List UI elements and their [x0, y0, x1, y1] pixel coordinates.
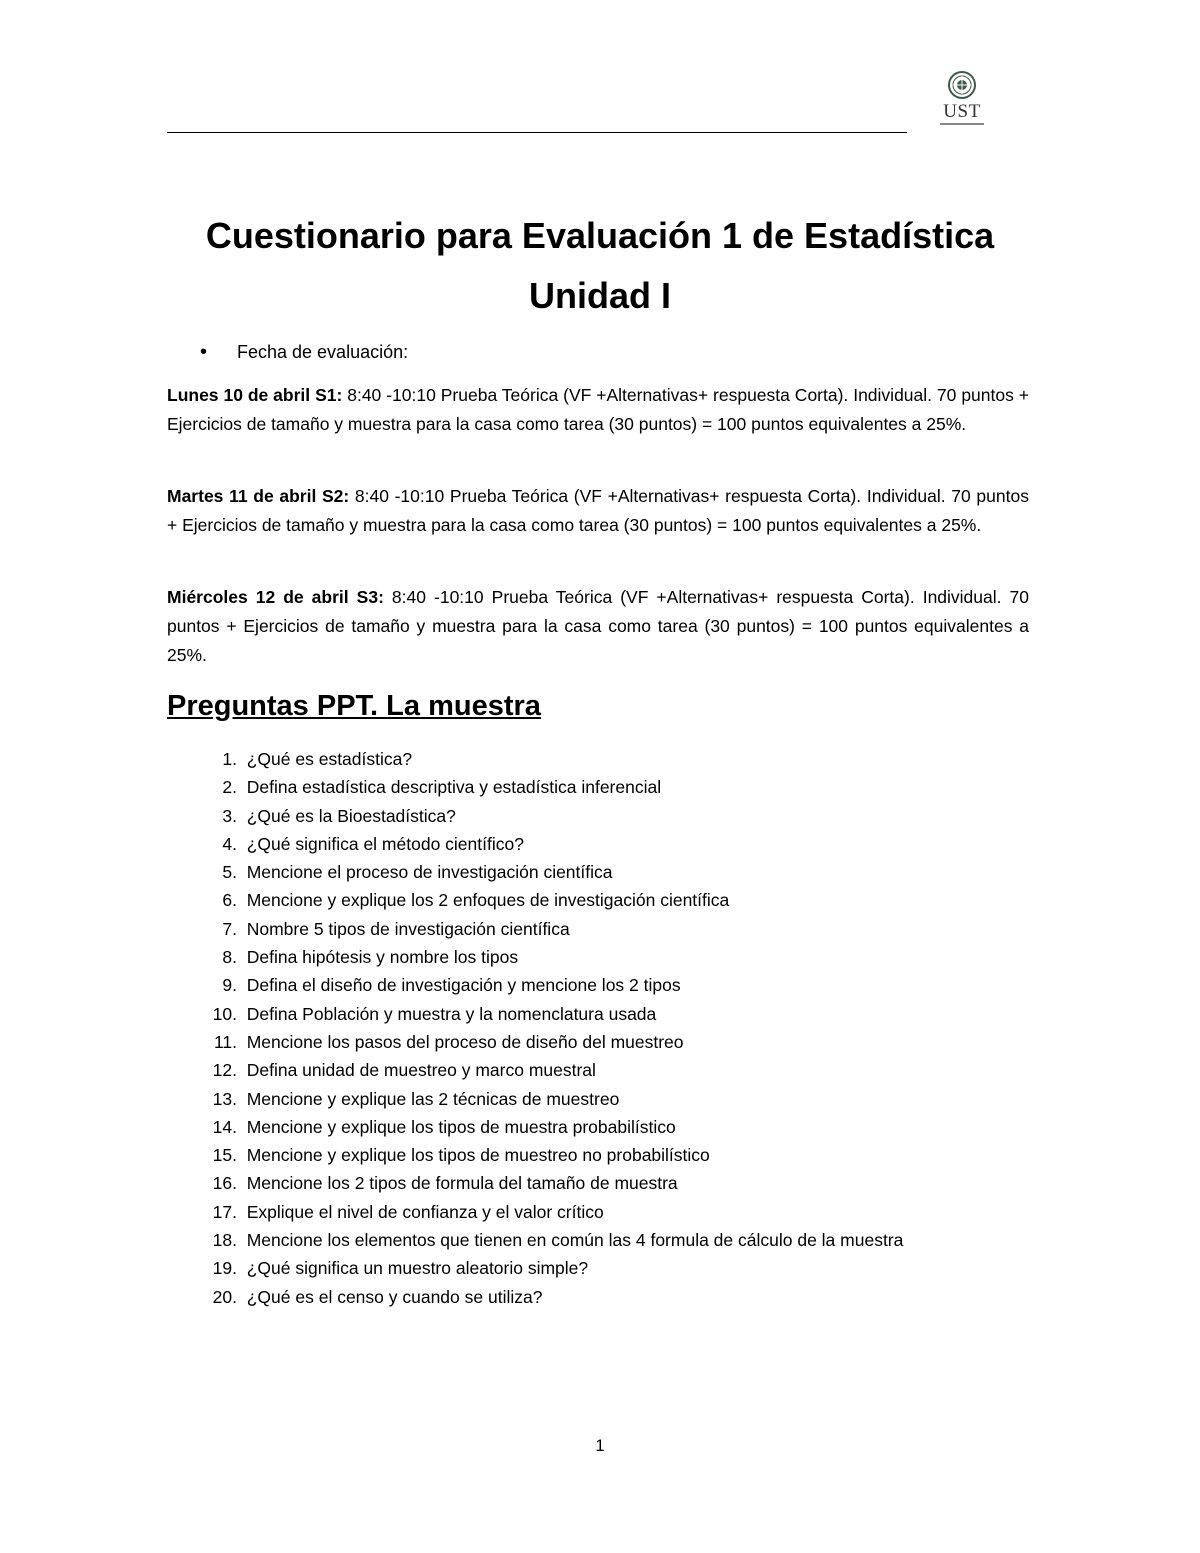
list-item	[167, 745, 1029, 773]
list-item	[167, 943, 1029, 971]
session-label: Miércoles 12 de abril S3:	[167, 587, 384, 607]
question-text: ¿Qué es la Bioestadística?	[246, 805, 456, 826]
question-text: Mencione y explique los tipos de muestreo no probabilístico	[246, 1145, 710, 1166]
question-number: 10.	[212, 1003, 237, 1024]
question-text: ¿Qué significa el método científico?	[246, 833, 524, 854]
list-item	[167, 1000, 1029, 1028]
list-item	[167, 773, 1029, 801]
question-number: 9.	[222, 975, 237, 996]
list-item	[167, 1226, 1029, 1254]
list-item	[167, 1169, 1029, 1197]
question-number: 1.	[222, 749, 237, 769]
session-paragraph	[167, 381, 1029, 439]
question-text: Mencione los pasos del proceso de diseño del muestreo	[246, 1031, 684, 1052]
question-number: 8.	[222, 947, 237, 968]
question-list	[167, 745, 1029, 1311]
question-number: 17.	[212, 1201, 237, 1222]
question-number: 18.	[212, 1230, 237, 1251]
session-text: 8:40 -10:10 Prueba Teórica (VF +Alternativas+ respuesta Corta). Individual. 70 puntos + Ejercicios de tamaño y muestra para la casa como tarea (30 puntos) = 100 puntos equivalentes a 25%.	[167, 385, 1030, 434]
list-item	[167, 802, 1029, 830]
question-text: Defina Población y muestra y la nomenclatura usada	[246, 1003, 657, 1024]
question-text: Nombre 5 tipos de investigación científica	[246, 918, 570, 939]
list-item	[167, 1283, 1029, 1311]
list-item	[167, 1254, 1029, 1282]
question-number: 16.	[212, 1173, 237, 1194]
question-text: ¿Qué es estadística?	[246, 749, 413, 769]
list-item	[167, 1056, 1029, 1084]
list-item	[167, 1028, 1029, 1056]
question-number: 15.	[212, 1145, 237, 1166]
header-rule	[167, 132, 907, 133]
question-text: ¿Qué es el censo y cuando se utiliza?	[246, 1286, 543, 1307]
bullet-item	[200, 340, 408, 364]
seal-icon	[947, 70, 977, 100]
session-paragraph	[167, 482, 1029, 540]
question-number: 13.	[212, 1088, 237, 1109]
question-text: Defina estadística descriptiva y estadística inferencial	[246, 777, 662, 798]
question-number: 3.	[222, 805, 237, 826]
question-number: 4.	[222, 833, 237, 854]
question-number: 20.	[212, 1286, 237, 1307]
logo-underline	[940, 123, 984, 125]
list-item	[167, 830, 1029, 858]
bullet-icon: •	[200, 341, 208, 363]
question-text: Mencione y explique los tipos de muestra probabilístico	[246, 1116, 676, 1137]
question-number: 5.	[222, 862, 237, 883]
question-text: Explique el nivel de confianza y el valor crítico	[246, 1201, 604, 1222]
university-logo	[936, 70, 988, 132]
list-item	[167, 1085, 1029, 1113]
page-number: 1	[595, 1436, 605, 1455]
question-number: 6.	[222, 890, 237, 911]
question-text: Mencione y explique las 2 técnicas de muestreo	[246, 1088, 620, 1109]
logo-text: UST	[943, 101, 981, 122]
question-text: Mencione el proceso de investigación científica	[246, 862, 613, 883]
session-text: 8:40 -10:10 Prueba Teórica (VF +Alternativas+ respuesta Corta). Individual. 70 puntos + Ejercicios de tamaño y muestra para la casa como tarea (30 puntos) = 100 puntos equivalentes a 25%.	[167, 486, 1029, 535]
session-text: 8:40 -10:10 Prueba Teórica (VF +Alternativas+ respuesta Corta). Individual. 70 puntos + Ejercicios de tamaño y muestra para la casa como tarea (30 puntos) = 100 puntos equivalentes a 25%.	[167, 587, 1029, 665]
list-item	[167, 1141, 1029, 1169]
document-subtitle: Unidad I	[529, 275, 671, 316]
list-item	[167, 886, 1029, 914]
question-text: Defina el diseño de investigación y mencione los 2 tipos	[246, 975, 681, 996]
bullet-text: Fecha de evaluación:	[237, 342, 409, 362]
question-text: ¿Qué significa un muestro aleatorio simple?	[246, 1258, 589, 1279]
list-item	[167, 1113, 1029, 1141]
session-paragraph	[167, 583, 1029, 670]
question-number: 7.	[222, 918, 237, 939]
question-number: 19.	[212, 1258, 237, 1279]
question-text: Defina hipótesis y nombre los tipos	[246, 947, 519, 968]
question-number: 11.	[213, 1031, 237, 1052]
question-number: 2.	[222, 777, 237, 798]
question-text: Mencione los 2 tipos de formula del tamaño de muestra	[246, 1173, 678, 1194]
question-number: 14.	[212, 1116, 237, 1137]
list-item	[167, 971, 1029, 999]
session-label: Martes 11 de abril S2:	[167, 486, 350, 506]
section-heading: Preguntas PPT. La muestra	[167, 690, 541, 722]
session-label: Lunes 10 de abril S1:	[167, 385, 343, 405]
question-number: 12.	[212, 1060, 237, 1081]
list-item	[167, 915, 1029, 943]
question-text: Mencione y explique los 2 enfoques de investigación científica	[246, 890, 730, 911]
list-item	[167, 1198, 1029, 1226]
question-text: Mencione los elementos que tienen en común las 4 formula de cálculo de la muestra	[246, 1230, 904, 1251]
document-title: Cuestionario para Evaluación 1 de Estadística	[205, 215, 995, 256]
list-item	[167, 858, 1029, 886]
question-text: Defina unidad de muestreo y marco muestral	[246, 1060, 596, 1081]
